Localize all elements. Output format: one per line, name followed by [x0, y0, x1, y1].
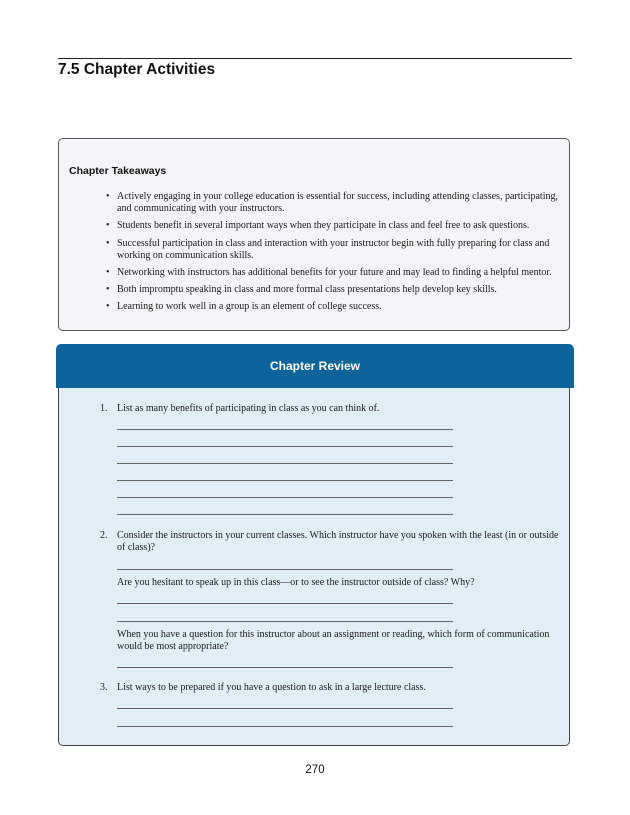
takeaway-item: • Both impromptu speaking in class and more formal class presentations help develop key skills.: [117, 284, 563, 296]
answer-line[interactable]: [117, 497, 453, 498]
question-text: Consider the instructors in your current classes. Which instructor have you spoken with the least (in or outside of class)?: [117, 530, 559, 554]
answer-line[interactable]: [117, 429, 453, 430]
takeaway-item: • Actively engaging in your college education is essential for success, including attending classes, participating, and communicating with your instructors.: [117, 191, 563, 215]
top-rule: [58, 58, 572, 59]
question-2-followup-1: Are you hesitant to speak up in this class—or to see the instructor outside of class? Why?: [117, 577, 475, 588]
page-number: 270: [305, 764, 325, 776]
answer-line[interactable]: [117, 463, 453, 464]
answer-line[interactable]: [117, 667, 453, 668]
takeaway-item: • Successful participation in class and interaction with your instructor begin with fully preparing for class and working on communication skills.: [117, 238, 563, 262]
takeaways-title: Chapter Takeaways: [69, 165, 167, 177]
answer-line[interactable]: [117, 621, 453, 622]
answer-line[interactable]: [117, 726, 453, 727]
question-number: 2.: [100, 530, 108, 541]
question-3: [100, 682, 562, 694]
answer-line[interactable]: [117, 603, 453, 604]
question-text: List as many benefits of participating in class as you can think of.: [117, 403, 380, 414]
chapter-takeaways-box: [58, 138, 570, 331]
takeaway-item: • Learning to work well in a group is an element of college success.: [117, 301, 563, 313]
section-title: 7.5 Chapter Activities: [58, 61, 216, 78]
question-number: 1.: [100, 403, 108, 414]
answer-line[interactable]: [117, 446, 453, 447]
answer-line[interactable]: [117, 514, 453, 515]
question-2-followup-2: When you have a question for this instructor about an assignment or reading, which form of communication would be most appropriate?: [117, 629, 550, 653]
takeaway-item: • Students benefit in several important ways when they participate in class and feel free to ask questions.: [117, 220, 563, 232]
answer-line[interactable]: [117, 708, 453, 709]
question-1: [100, 403, 562, 415]
takeaways-list: [117, 191, 563, 319]
answer-line[interactable]: [117, 480, 453, 481]
question-2: [100, 530, 562, 555]
answer-line[interactable]: [117, 569, 453, 570]
takeaway-item: • Networking with instructors has additional benefits for your future and may lead to finding a helpful mentor.: [117, 267, 563, 279]
question-text: List ways to be prepared if you have a question to ask in a large lecture class.: [117, 682, 426, 693]
chapter-review-header: Chapter Review: [56, 344, 574, 388]
question-number: 3.: [100, 682, 108, 693]
